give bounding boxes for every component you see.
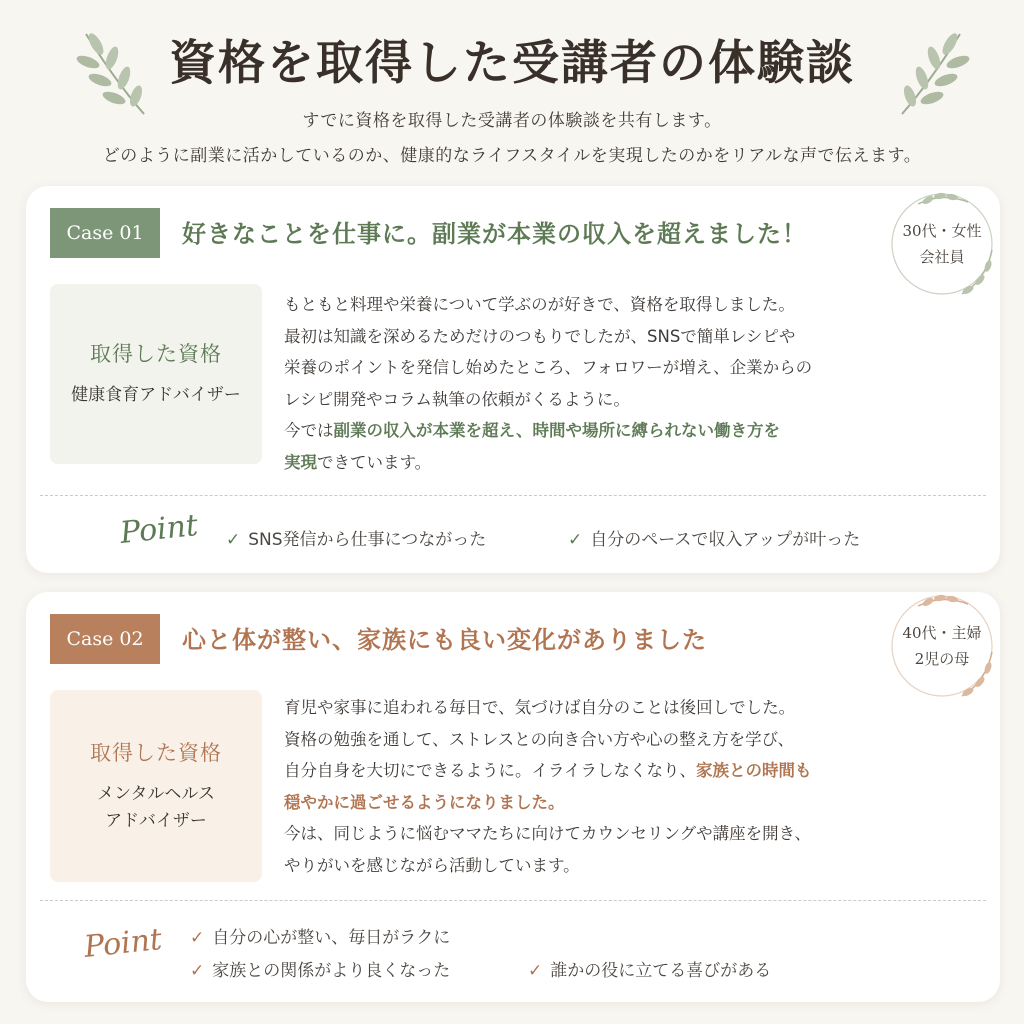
certification-name: メンタルヘルス アドバイザー — [97, 783, 215, 831]
divider — [40, 495, 986, 496]
page-subtitle: すでに資格を取得した受講者の体験談を共有します。 — [302, 111, 722, 131]
highlight-text: 副業の収入が本業を超え、時間や場所に縛られない働き方を — [333, 421, 780, 440]
highlight-text: 穏やかに過ごせるようになりました。 — [284, 792, 565, 812]
persona-badge — [888, 592, 996, 700]
highlight-text: 家族との時間も — [696, 761, 812, 780]
check-icon: ✓ — [528, 961, 543, 981]
page-title: 資格を取得した受講者の体験談 — [169, 36, 855, 91]
point-item: ✓ 自分の心が整い、毎日がラクに — [190, 928, 451, 948]
certification-box — [50, 690, 262, 882]
persona-age: 30代・女性 — [902, 221, 982, 240]
point-item: ✓ 誰かの役に立てる喜びがある — [528, 961, 772, 981]
check-icon: ✓ — [190, 961, 205, 981]
point-label: Point — [82, 922, 164, 965]
highlight-text: 実現 — [284, 452, 317, 472]
certification-label: 取得した資格 — [90, 342, 222, 367]
case-title: 好きなことを仕事に。副業が本業の収入を超えました！ — [182, 219, 807, 248]
divider — [40, 900, 986, 901]
certification-label: 取得した資格 — [90, 740, 222, 765]
persona-role: 2児の母 — [914, 650, 970, 668]
point-item: ✓ 自分のペースで収入アップが叶った — [568, 530, 861, 550]
testimonial-text: 育児や家事に追われる毎日で、気づけば自分のことは後回しでした。 資格の勉強を通して、ストレスとの向き合い方や心の整え方を学び、 自分自身を大切にできるように。イライラしなくなり、家族との時間も 穏やかに過ごせるようになりました。 今は、同じように悩むママたちに向けてカウンセリングや講座を開き、 やりがいを感じながら活動しています。 — [284, 698, 812, 875]
persona-age: 40代・主婦 — [902, 623, 982, 642]
check-icon: ✓ — [226, 530, 241, 550]
certification-box — [50, 284, 262, 464]
certification-name: 健康食育アドバイザー — [71, 385, 241, 406]
check-icon: ✓ — [568, 530, 583, 550]
case-card-02 — [26, 592, 1000, 1002]
case-card-01 — [26, 186, 1000, 573]
page-subtitle: どのように副業に活かしているのか、健康的なライフスタイルを実現したのかをリアルな声で伝えます。 — [102, 146, 922, 166]
page-header — [0, 0, 1024, 180]
persona-role: 会社員 — [919, 248, 965, 266]
check-icon: ✓ — [190, 928, 205, 948]
persona-badge — [888, 190, 996, 298]
point-label: Point — [118, 508, 200, 551]
case-badge: Case 02 — [50, 614, 160, 664]
testimonial-text: もともと料理や栄養について学ぶのが好きで、資格を取得しました。 最初は知識を深めるためだけのつもりでしたが、SNSで簡単レシピや 栄養のポイントを発信し始めたところ、フォロワーが増え、企業からの レシピ開発やコラム執筆の依頼がくるように。 今では副業の収入が本業を超え、時間や場所に縛られない働き方を 実現できています。 — [284, 295, 813, 472]
case-badge: Case 01 — [50, 208, 160, 258]
point-item: ✓ SNS発信から仕事につながった — [226, 530, 487, 550]
case-title: 心と体が整い、家族にも良い変化がありました — [182, 625, 707, 654]
point-item: ✓ 家族との関係がより良くなった — [190, 961, 451, 981]
